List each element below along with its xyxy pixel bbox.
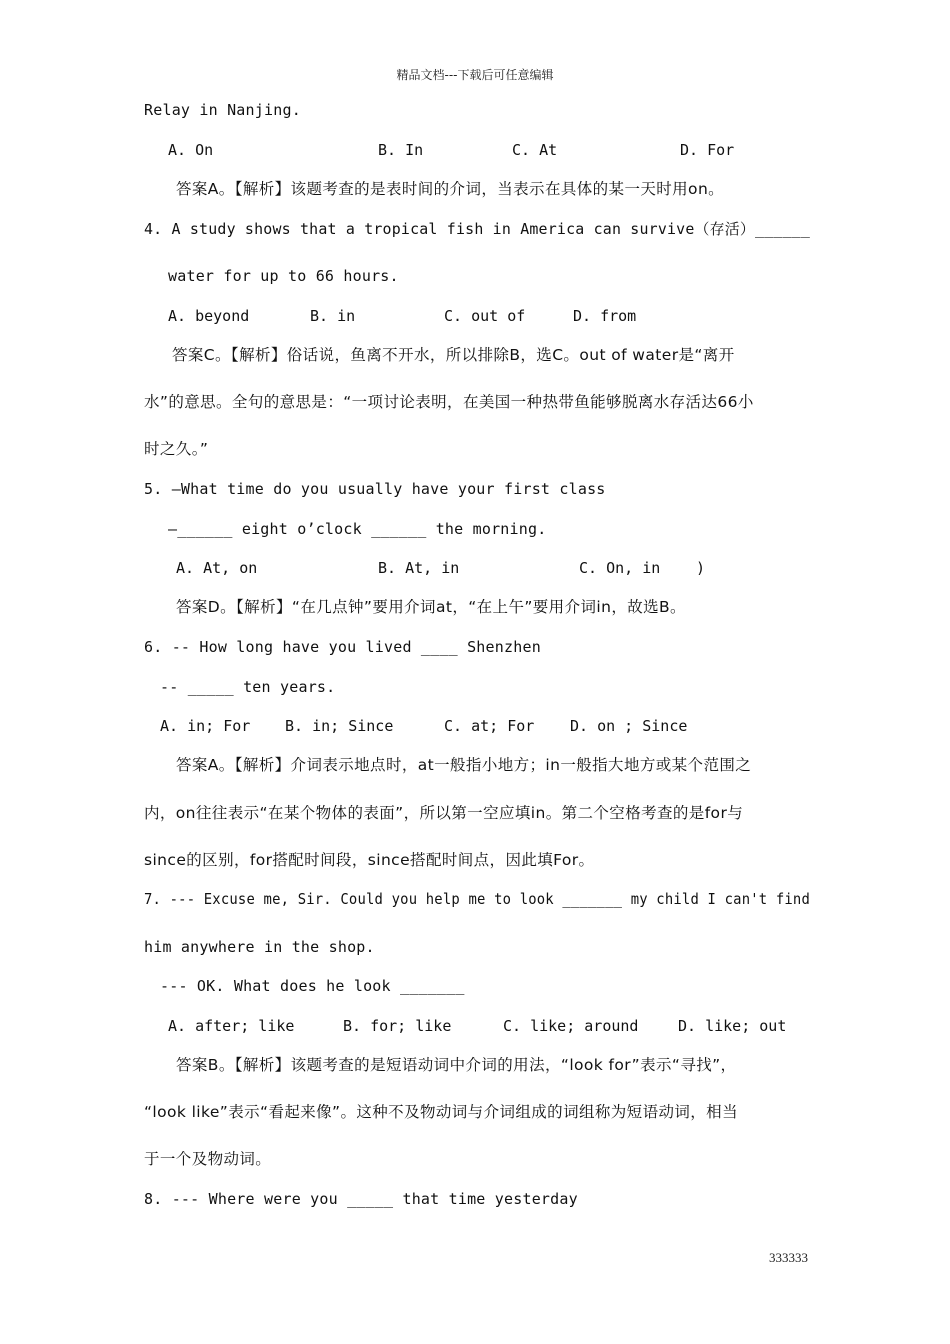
q7-answer-line2: “look like”表示“看起来像”。这种不及物动词与介词组成的词组称为短语动词，相当: [144, 1103, 738, 1121]
q4-answer-line3: 时之久。”: [144, 440, 209, 458]
page-header: 精品文档---下载后可任意编辑: [396, 68, 554, 82]
q6-stem-line2: -- _____ ten years.: [160, 678, 336, 696]
q3-option-b: B. In: [378, 141, 424, 159]
q6-option-b: B. in; Since: [285, 717, 394, 735]
q5-option-d-paren: ): [696, 559, 706, 577]
q7-option-d: D. like; out: [678, 1017, 787, 1035]
q7-option-c: C. like; around: [503, 1017, 639, 1035]
q5-stem-line2: —______ eight o’clock ______ the morning.: [168, 520, 547, 538]
q6-option-c: C. at; For: [444, 717, 535, 735]
q3-answer: 答案A。【解析】该题考查的是表时间的介词，当表示在具体的某一天时用on。: [176, 180, 725, 198]
q7-answer-line1: 答案B。【解析】该题考查的是短语动词中介词的用法，“look for”表示“寻找”，: [176, 1056, 737, 1074]
q7-answer-line3: 于一个及物动词。: [144, 1150, 272, 1168]
page-footer-number: 333333: [769, 1250, 808, 1265]
q7-stem-line3: --- OK. What does he look _______: [160, 977, 465, 995]
q3-stem-end: Relay in Nanjing.: [144, 101, 301, 119]
q4-stem-line2: water for up to 66 hours.: [168, 267, 399, 285]
q3-option-a: A. On: [168, 141, 214, 159]
q5-option-c: C. On, in: [579, 559, 661, 577]
q5-answer: 答案D。【解析】“在几点钟”要用介词at，“在上午”要用介词in，故选B。: [176, 598, 686, 616]
q6-stem-line1: 6. -- How long have you lived ____ Shenzhen: [144, 638, 541, 656]
q4-option-c: C. out of: [444, 307, 526, 325]
q4-option-d: D. from: [573, 307, 637, 325]
q7-stem-line2: him anywhere in the shop.: [144, 938, 375, 956]
q6-answer-line1: 答案A。【解析】介词表示地点时，at一般指小地方；in一般指大地方或某个范围之: [176, 756, 752, 774]
q7-option-b: B. for; like: [343, 1017, 452, 1035]
q5-option-b: B. At, in: [378, 559, 460, 577]
q7-stem-line1: 7. --- Excuse me, Sir. Could you help me to look _______ my child I can't find: [144, 890, 810, 908]
q4-option-a: A. beyond: [168, 307, 250, 325]
q4-answer-line1: 答案C。【解析】俗话说，鱼离不开水，所以排除B，选C。out of water是“离开: [172, 346, 735, 364]
q5-option-a: A. At, on: [176, 559, 258, 577]
q3-option-c: C. At: [512, 141, 558, 159]
q4-option-b: B. in: [310, 307, 356, 325]
q5-stem-line1: 5. —What time do you usually have your first class: [144, 480, 606, 498]
q8-stem-line1: 8. --- Where were you _____ that time yesterday: [144, 1190, 578, 1208]
q6-answer-line2: 内，on往往表示“在某个物体的表面”，所以第一空应填in。第二个空格考查的是for与: [144, 804, 744, 822]
q4-stem-line1: 4. A study shows that a tropical fish in America can survive（存活）______: [144, 220, 811, 238]
q6-answer-line3: since的区别，for搭配时间段，since搭配时间点，因此填For。: [144, 851, 595, 869]
q7-option-a: A. after; like: [168, 1017, 295, 1035]
q6-option-a: A. in; For: [160, 717, 251, 735]
q6-option-d: D. on ; Since: [570, 717, 688, 735]
q3-option-d: D. For: [680, 141, 735, 159]
q4-answer-line2: 水”的意思。全句的意思是：“一项讨论表明，在美国一种热带鱼能够脱离水存活达66小: [144, 393, 754, 411]
